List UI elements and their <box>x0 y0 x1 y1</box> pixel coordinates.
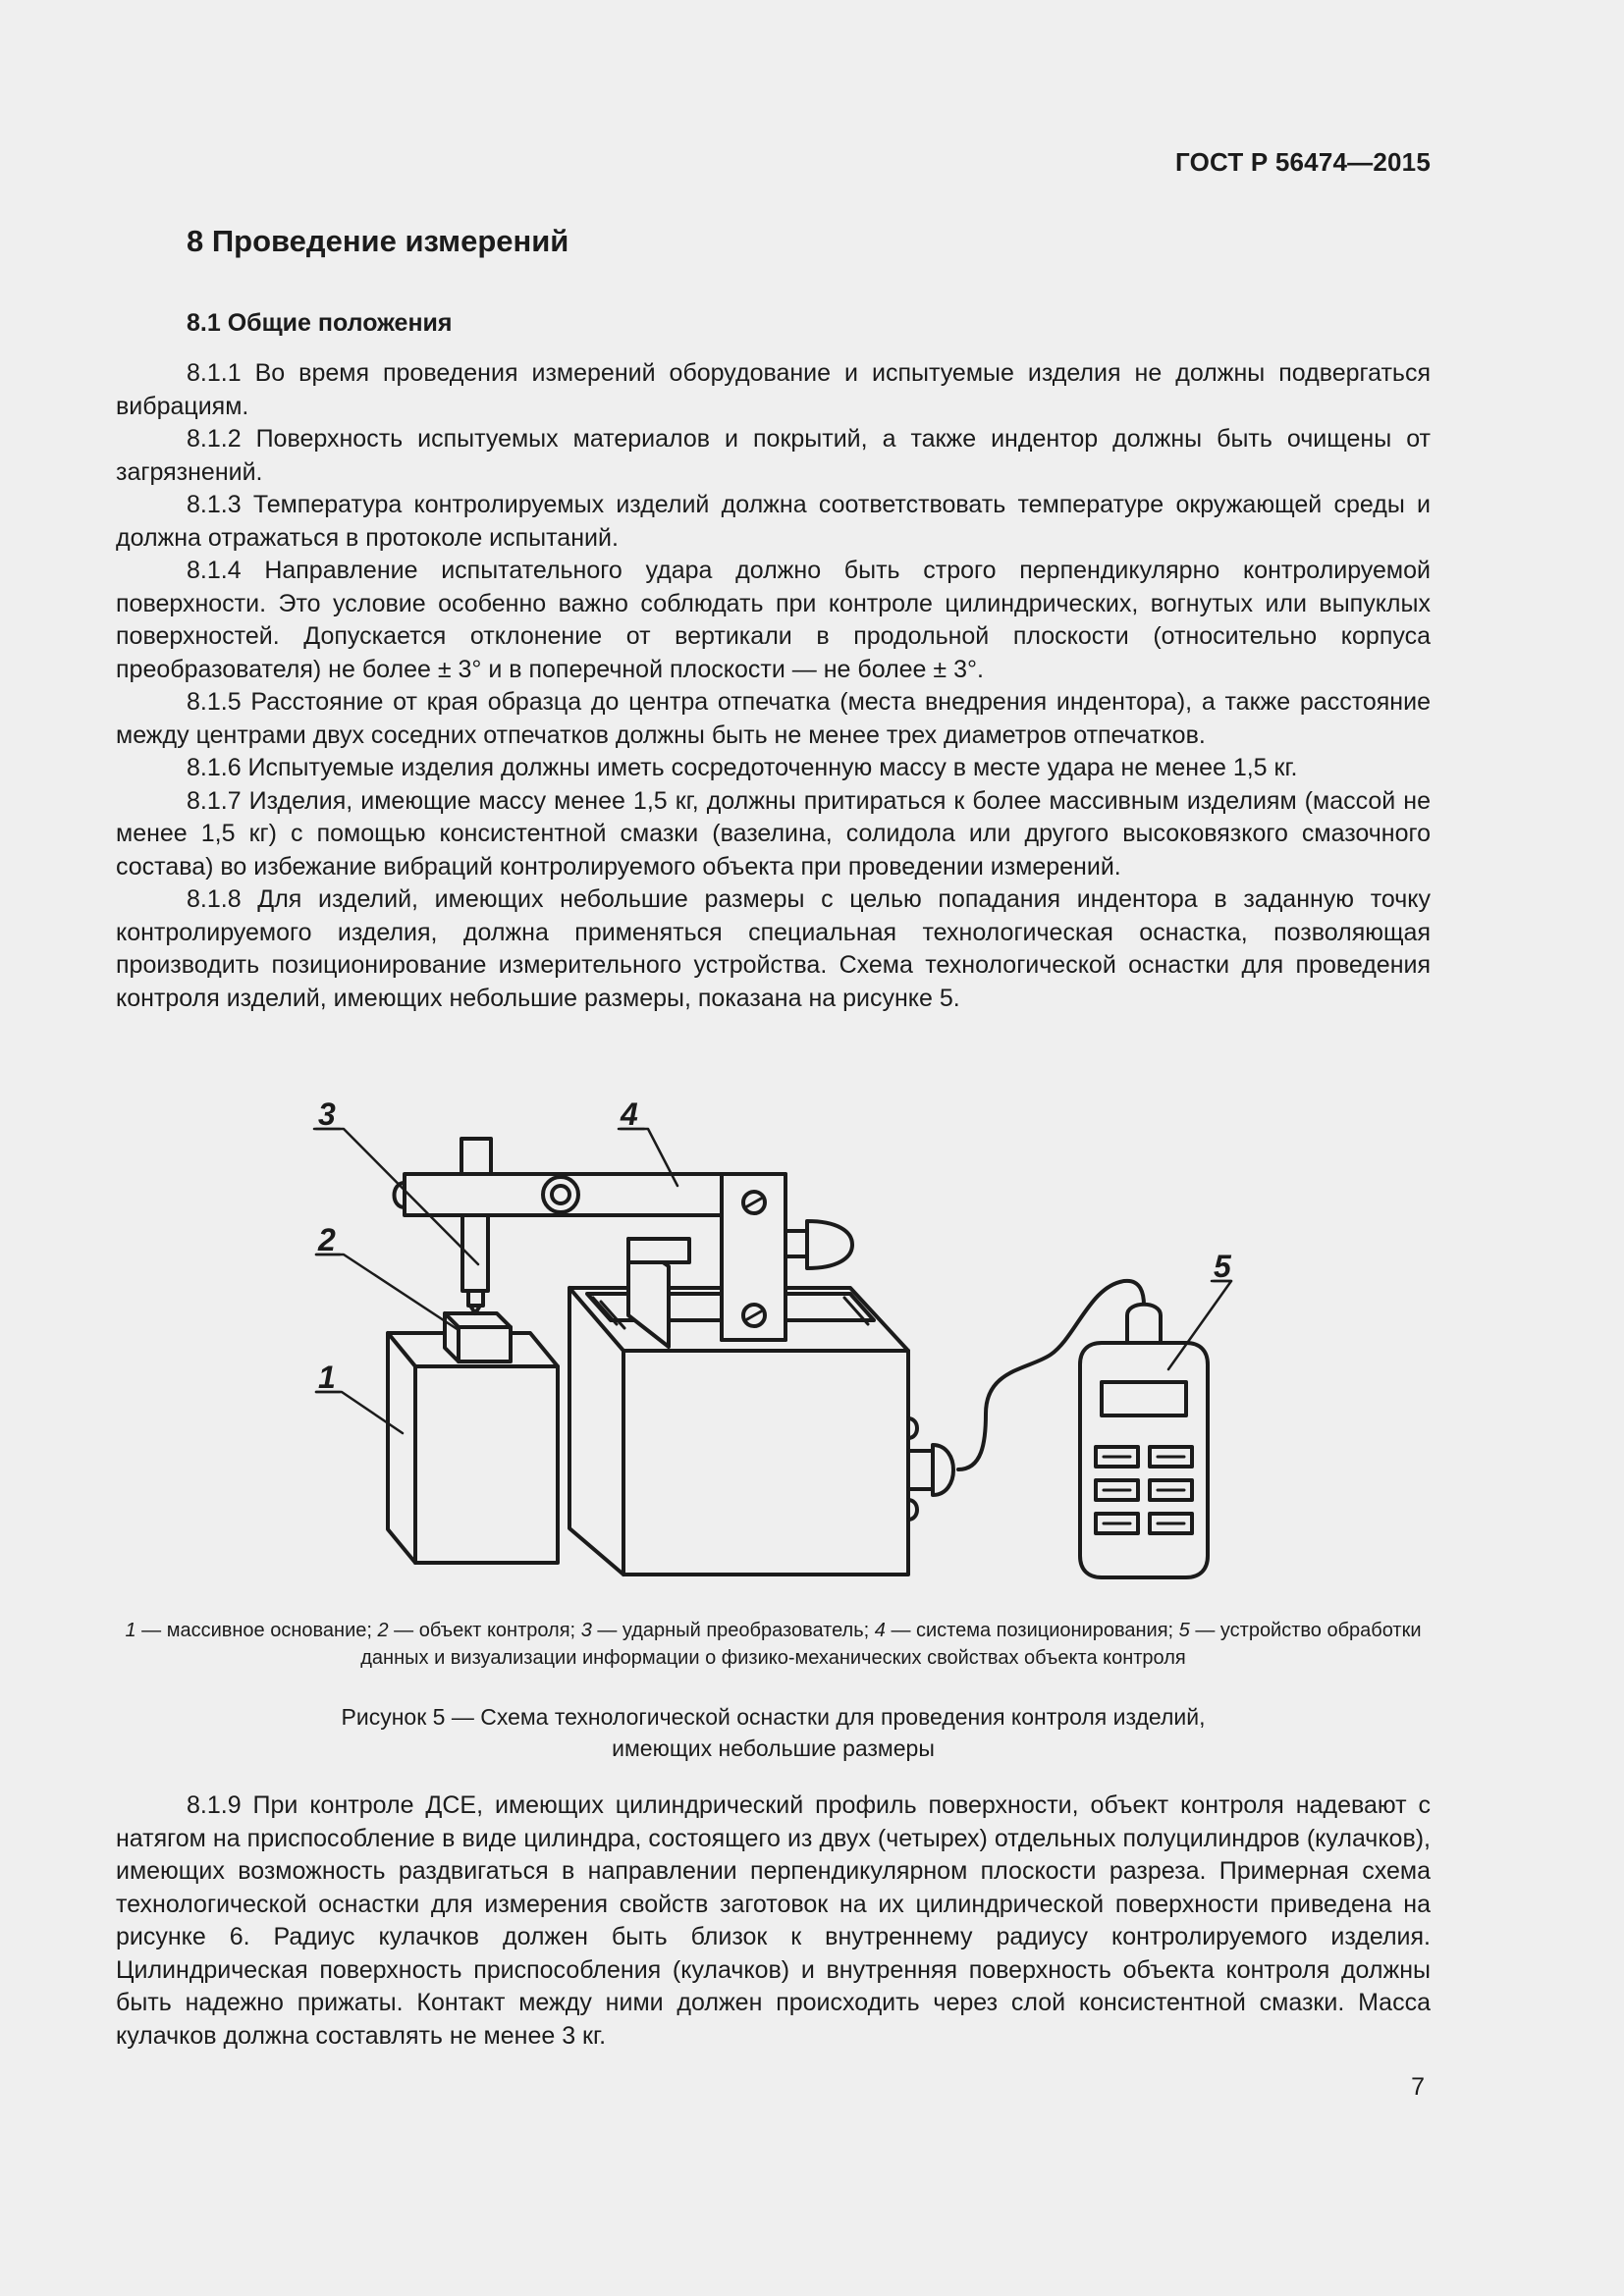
paragraph-8-1-3: 8.1.3 Температура контролируемых изделий должна соответствовать температуре окружающей среды и должна отражаться в протоколе испытаний. <box>116 491 1431 552</box>
paragraph-8-1-1: 8.1.1 Во время проведения измерений оборудование и испытуемые изделия не должны подвергаться вибрациям. <box>116 359 1431 420</box>
page-number: 7 <box>1411 2073 1425 2101</box>
massive-base <box>388 1333 558 1563</box>
document-code: ГОСТ Р 56474—2015 <box>1175 147 1431 177</box>
figure-caption-line-1: Рисунок 5 — Схема технологической оснастки для проведения контроля изделий, <box>341 1704 1206 1730</box>
legend-text-1: — массивное основание; <box>135 1620 378 1641</box>
legend-text-3: — ударный преобразователь; <box>591 1620 875 1641</box>
callout-1: 1 <box>318 1360 336 1395</box>
paragraph-8-1-9: 8.1.9 При контроле ДСЕ, имеющих цилиндрический профиль поверхности, объект контроля надевают с натягом на приспособление в виде цилиндра, состоящего из двух (четырех) отдельных полуцилиндров (кулачков), имеющих возможность раздвигаться в направлении перпендикулярном плоскости разреза. Примерная схема технологической оснастки для измерения свойств заготовок на их цилиндрической поверхности приведена на рисунке 6. Радиус кулачков должен быть близок к внутреннему радиусу контролируемого изделия. Цилиндрическая поверхность приспособления (кулачков) и внутренняя поверхность объекта контроля должны быть надежно прижаты. Контакт между ними должен происходить через слой консистентной смазки. Масса кулачков должна составлять не менее 3 кг. <box>116 1791 1431 2050</box>
legend-text-5: — устройство обработки данных и визуализации информации о физико-механических свойствах объекта контроля <box>360 1620 1422 1669</box>
legend-num-2: 2 <box>377 1620 389 1641</box>
legend-num-1: 1 <box>125 1620 136 1641</box>
callout-3: 3 <box>318 1096 336 1132</box>
impact-transducer <box>461 1139 491 1313</box>
callout-2: 2 <box>318 1222 336 1257</box>
legend-text-4: — система позиционирования; <box>885 1620 1179 1641</box>
legend-num-4: 4 <box>874 1620 886 1641</box>
legend-text-2: — объект контроля; <box>388 1620 581 1641</box>
paragraph-8-1-7: 8.1.7 Изделия, имеющие массу менее 1,5 кг, должны притираться к более массивным изделиям (массой не менее 1,5 кг) с помощью консистентной смазки (вазелина, солидола или другого высоковязкого смазочного состава) во избежание вибраций контролируемого объекта при проведении измерений. <box>116 786 1431 881</box>
callout-5: 5 <box>1214 1249 1231 1284</box>
text-block-continued <box>116 1789 1431 2053</box>
paragraph-8-1-5: 8.1.5 Расстояние от края образца до центра отпечатка (места внедрения индентора), а также расстояние между центрами двух соседних отпечатков должны быть не менее трех диаметров отпечатков. <box>116 688 1431 749</box>
text-block-main <box>116 357 1431 1015</box>
section-title: 8 Проведение измерений <box>187 224 569 258</box>
legend-num-3: 3 <box>580 1620 592 1641</box>
data-processing-device <box>1080 1305 1208 1577</box>
subsection-title: 8.1 Общие положения <box>187 309 453 337</box>
figure-5-diagram <box>295 1095 1257 1585</box>
figure-caption-line-2: имеющих небольшие размеры <box>612 1735 935 1761</box>
paragraph-8-1-8: 8.1.8 Для изделий, имеющих небольшие размеры с целью попадания индентора в заданную точку контролируемого изделия, должна применяться специальная технологическая оснастка, позволяющая производить позиционирование измерительного устройства. Схема технологической оснастки для проведения контроля изделий, имеющих небольшие размеры, показана на рисунке 5. <box>116 885 1431 1012</box>
paragraph-8-1-4: 8.1.4 Направление испытательного удара должно быть строго перпендикулярно контролируемой поверхности. Это условие особенно важно соблюдать при контроле цилиндрических, вогнутых или выпуклых поверхностей. Допускается отклонение от вертикали в продольной плоскости (относительно корпуса преобразователя) не более ± 3° и в поперечной плоскости — не более ± 3°. <box>116 557 1431 683</box>
figure-caption <box>116 1701 1431 1764</box>
test-object <box>445 1313 511 1362</box>
callout-4: 4 <box>621 1096 638 1132</box>
figure-legend <box>116 1617 1431 1672</box>
paragraph-8-1-6: 8.1.6 Испытуемые изделия должны иметь сосредоточенную массу в месте удара не менее 1,5 кг. <box>187 754 1298 781</box>
legend-num-5: 5 <box>1178 1620 1190 1641</box>
paragraph-8-1-2: 8.1.2 Поверхность испытуемых материалов и покрытий, а также индентор должны быть очищены от загрязнений. <box>116 425 1431 486</box>
